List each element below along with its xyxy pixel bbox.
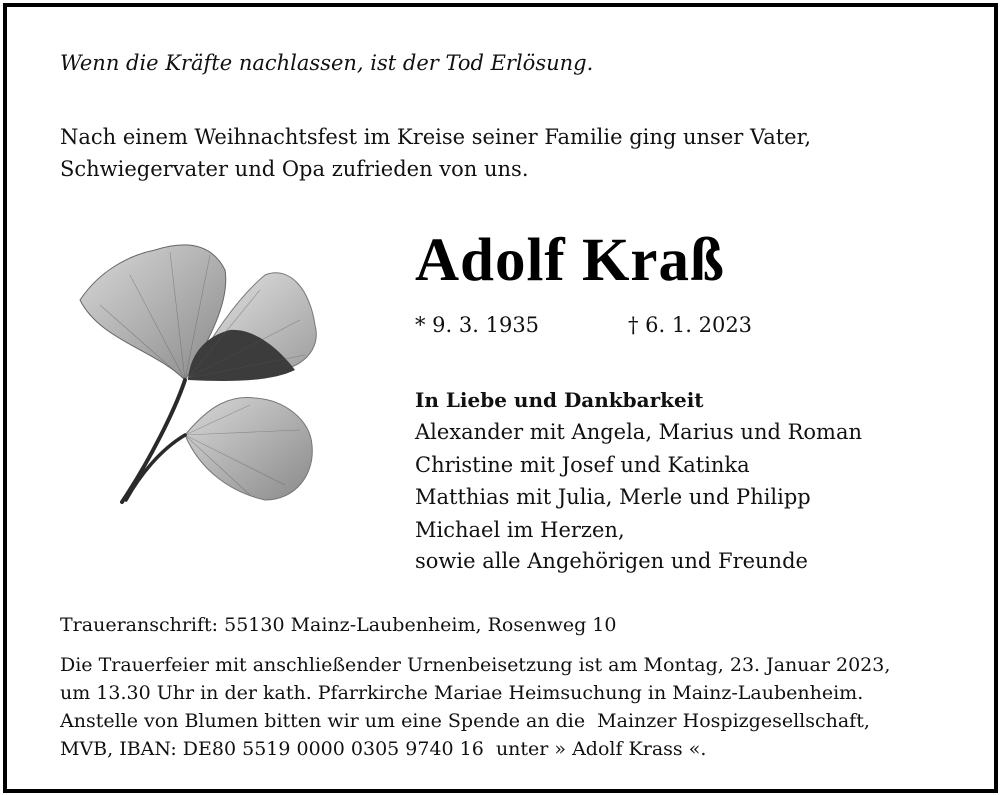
death-date: † 6. 1. 2023 xyxy=(628,313,753,337)
intro-text xyxy=(60,121,811,185)
ginkgo-leaf-image xyxy=(60,230,340,520)
mourner-line: Michael im Herzen, xyxy=(415,518,625,542)
info-line: um 13.30 Uhr in der kath. Pfarrkirche Mariae Heimsuchung in Mainz-Laubenheim. xyxy=(60,682,864,704)
mourner-line: sowie alle Angehörigen und Freunde xyxy=(415,549,808,573)
intro-line: Schwiegervater und Opa zufrieden von uns. xyxy=(60,157,529,181)
info-line: Anstelle von Blumen bitten wir um eine Spende an die Mainzer Hospizgesellschaft, xyxy=(60,710,870,732)
mourner-line: Christine mit Josef und Katinka xyxy=(415,453,750,477)
service-info xyxy=(60,651,890,763)
birth-date: * 9. 3. 1935 xyxy=(415,313,540,337)
mourner-line: Matthias mit Julia, Merle und Philipp xyxy=(415,485,811,509)
info-line: MVB, IBAN: DE80 5519 0000 0305 9740 16 unter » Adolf Krass «. xyxy=(60,738,707,760)
info-line: Die Trauerfeier mit anschließender Urnenbeisetzung ist am Montag, 23. Januar 2023, xyxy=(60,654,891,676)
intro-line: Nach einem Weihnachtsfest im Kreise seiner Familie ging unser Vater, xyxy=(60,125,811,149)
deceased-name: Adolf Kraß xyxy=(415,227,725,294)
signature-heading: In Liebe und Dankbarkeit xyxy=(415,388,704,412)
mourning-address: Traueranschrift: 55130 Mainz-Laubenheim, Rosenweg 10 xyxy=(60,614,617,636)
motto: Wenn die Kräfte nachlassen, ist der Tod Erlösung. xyxy=(60,51,594,75)
mourner-line: Alexander mit Angela, Marius und Roman xyxy=(415,420,863,444)
